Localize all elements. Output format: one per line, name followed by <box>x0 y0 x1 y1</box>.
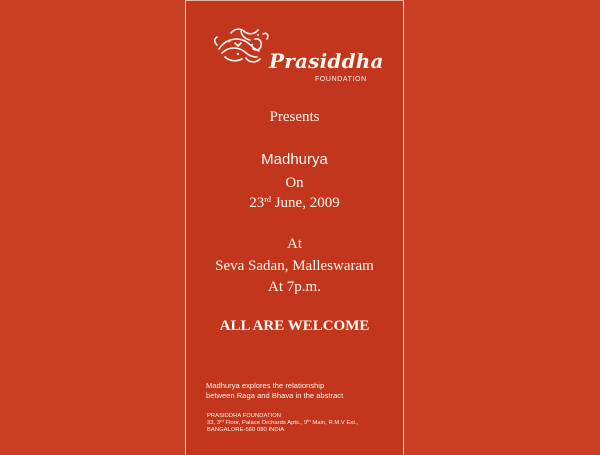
address-line-1: PRASIDDHA FOUNDATION <box>207 413 282 419</box>
event-venue: Seva Sadan, Malleswaram <box>215 258 374 274</box>
date-day: 23 <box>249 195 265 211</box>
address-part-2: Floor, Palace Orchards Apts., 9 <box>223 420 308 426</box>
brand-subtitle: FOUNDATION <box>315 76 367 83</box>
address-part-1: 33, 3 <box>207 420 221 426</box>
prasiddha-emblem-icon <box>211 21 271 69</box>
date-rest: June, 2009 <box>270 195 340 211</box>
prasiddha-logo <box>211 21 396 83</box>
event-description <box>206 381 396 401</box>
address-sup-1: rd <box>220 418 224 423</box>
description-line-1: Madhurya explores the relationship <box>206 381 325 390</box>
date-suffix: rd <box>264 195 271 204</box>
event-date <box>186 195 403 212</box>
presents-text: Presents <box>269 109 320 125</box>
address-line-3: BANGALORE-560 080 INDIA. <box>207 427 286 433</box>
event-title: Madhurya <box>261 151 328 168</box>
at-text: At <box>287 236 302 252</box>
invitation-flyer <box>185 0 404 455</box>
address-line-2 <box>207 420 397 427</box>
event-time: At 7p.m. <box>268 279 321 295</box>
address-part-3: Main, R.M.V Ext., <box>310 420 359 426</box>
address-sup-2: th <box>307 418 311 423</box>
welcome-message: ALL ARE WELCOME <box>219 318 370 334</box>
foundation-address <box>207 413 397 434</box>
on-text: On <box>285 175 304 191</box>
description-line-2: between Raga and Bhava in the abstract <box>206 391 344 400</box>
brand-name: Prasiddha <box>269 49 384 73</box>
